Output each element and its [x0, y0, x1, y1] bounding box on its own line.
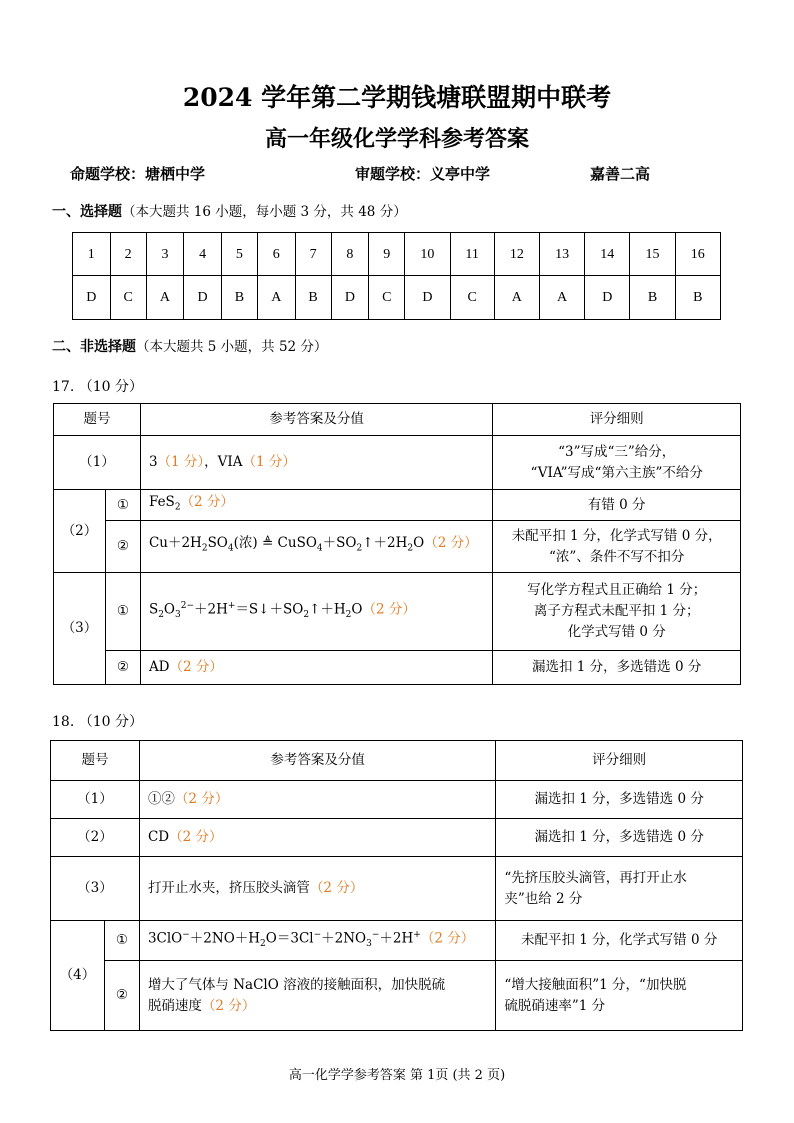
choice-answer-cell: A [539, 276, 584, 320]
q17-header-row [54, 404, 741, 436]
choice-number-cell: 6 [257, 233, 295, 276]
section2-heading [52, 335, 327, 356]
q18-row-1 [51, 781, 743, 819]
choice-number-cell: 12 [494, 233, 539, 276]
section1-heading [52, 200, 407, 221]
choice-answer-row [73, 276, 721, 320]
section2-note: （本大题共 5 小题，共 52 分） [136, 339, 328, 355]
reviewer-school: 审题学校：义亭中学 [355, 165, 491, 183]
choice-number-cell: 2 [110, 233, 146, 276]
q18-r1-answer: ①②（2 分） [139, 781, 495, 819]
choice-number-cell: 8 [331, 233, 369, 276]
q18-col-q: 题号 [51, 741, 140, 781]
choice-answer-cell: B [675, 276, 720, 320]
q18-r1-label: （1） [51, 781, 140, 819]
q17-r3-1-rule: 写化学方程式且正确给 1 分； 离子方程式未配平扣 1 分； 化学式写错 0 分 [493, 573, 741, 651]
q17-col-q: 题号 [54, 404, 141, 436]
q18-header-row [51, 741, 743, 781]
q18-heading: 18. （10 分） [52, 714, 143, 730]
choice-answer-cell: A [146, 276, 184, 320]
choice-number-cell: 11 [450, 233, 494, 276]
q17-r2-2-index: ② [105, 521, 140, 573]
choice-answer-cell: B [630, 276, 675, 320]
q18-row-4-2 [51, 961, 743, 1031]
q18-r3-rule: “先挤压胶头滴管，再打开止水 夹”也给 2 分 [496, 857, 743, 921]
q18-col-answer: 参考答案及分值 [139, 741, 495, 781]
q17-col-rule: 评分细则 [493, 404, 741, 436]
q18-r1-rule: 漏选扣 1 分，多选错选 0 分 [496, 781, 743, 819]
section1-title: 一、选择题 [52, 204, 122, 220]
q17-r2-2-rule: 未配平扣 1 分，化学式写错 0 分， “浓”、条件不写不扣分 [493, 521, 741, 573]
choice-answer-table [72, 232, 721, 320]
section2-title: 二、非选择题 [52, 339, 136, 355]
choice-answer-cell: D [184, 276, 222, 320]
q17-r2-1-answer: FeS$_2$（2 分） [140, 490, 492, 521]
q18-r3-answer: 打开止水夹，挤压胶头滴管（2 分） [139, 857, 495, 921]
q17-row-3-2 [54, 651, 741, 685]
q17-r3-2-index: ② [105, 651, 140, 685]
q17-row-3-1 [54, 573, 741, 651]
choice-answer-cell: A [257, 276, 295, 320]
q18-r4-1-answer: $3ClO^-+2NO+H_2O=3Cl^-+2NO_3^-+2H^+(2$ 分） [139, 921, 495, 961]
choice-number-cell: 10 [405, 233, 450, 276]
q17-r3-label: （3） [54, 573, 106, 685]
q18-r2-answer: CD（2 分） [139, 819, 495, 857]
page-title: 2024 学年第二学期钱塘联盟期中联考 [182, 83, 612, 112]
q18-r4-2-rule: “增大接触面积”1 分，“加快脱 硫脱硝速率”1 分 [496, 961, 743, 1031]
q17-table [53, 403, 741, 685]
q17-r2-1-index: ① [105, 490, 140, 521]
proposer-school: 命题学校：塘栖中学 [70, 165, 206, 183]
q18-r4-1-rule: 未配平扣 1 分，化学式写错 0 分 [496, 921, 743, 961]
q18-r2-rule: 漏选扣 1 分，多选错选 0 分 [496, 819, 743, 857]
q17-row-2-1 [54, 490, 741, 521]
q18-r4-1-index: ① [104, 921, 139, 961]
choice-answer-cell: D [331, 276, 369, 320]
q18-r4-2-answer: 增大了气体与 NaClO 溶液的接触面积，加快脱硫 脱硝速度（2 分） [139, 961, 495, 1031]
q18-col-rule: 评分细则 [496, 741, 743, 781]
q17-r3-1-index: ① [105, 573, 140, 651]
q17-row-2-2 [54, 521, 741, 573]
q17-r3-1-answer: $S_2O_3^{2-}+2H^+=S↓+SO_2↑+H_2O(2$ 分） [140, 573, 492, 651]
choice-number-cell: 5 [221, 233, 257, 276]
q17-row-1 [54, 436, 741, 490]
choice-number-cell: 15 [630, 233, 675, 276]
choice-number-cell: 4 [184, 233, 222, 276]
choice-answer-cell: C [110, 276, 146, 320]
choice-number-cell: 16 [675, 233, 720, 276]
q17-r2-1-rule: 有错 0 分 [493, 490, 741, 521]
q18-row-2 [51, 819, 743, 857]
q17-r1-answer: 3（1 分），VIA（1 分） [140, 436, 492, 490]
q17-r2-label: （2） [54, 490, 106, 573]
q17-heading: 17. （10 分） [52, 379, 143, 395]
choice-answer-cell: B [295, 276, 331, 320]
choice-number-cell: 7 [295, 233, 331, 276]
page-subtitle: 高一年级化学学科参考答案 [264, 126, 529, 152]
choice-answer-cell: C [369, 276, 405, 320]
section1-note: （本大题共 16 小题，每小题 3 分，共 48 分） [122, 204, 407, 220]
q17-r1-rule: “3”写成“三”给分， “VIA”写成“第六主族”不给分 [493, 436, 741, 490]
q18-r3-label: （3） [51, 857, 140, 921]
q17-r3-2-answer: AD（2 分） [140, 651, 492, 685]
page-footer: 高一化学学参考答案 第 1页 (共 2 页) [288, 1068, 506, 1083]
q17-col-answer: 参考答案及分值 [140, 404, 492, 436]
q18-r4-label: （4） [51, 921, 105, 1031]
q18-table [50, 740, 743, 1031]
reviewer-school-2: 嘉善二高 [590, 165, 651, 183]
choice-answer-cell: D [585, 276, 630, 320]
q17-r1-label: （1） [54, 436, 141, 490]
choice-number-cell: 13 [539, 233, 584, 276]
choice-number-row [73, 233, 721, 276]
choice-answer-cell: D [73, 276, 111, 320]
q18-row-3 [51, 857, 743, 921]
choice-number-cell: 14 [585, 233, 630, 276]
q18-r4-2-index: ② [104, 961, 139, 1031]
q18-row-4-1 [51, 921, 743, 961]
choice-number-cell: 3 [146, 233, 184, 276]
q18-r2-label: （2） [51, 819, 140, 857]
choice-answer-cell: B [221, 276, 257, 320]
heat-delta-icon: ≜ [261, 535, 274, 552]
q17-r3-2-rule: 漏选扣 1 分，多选错选 0 分 [493, 651, 741, 685]
q17-r2-2-answer: $Cu+2H_2SO_4$(浓) ≜ $CuSO_4+SO_2↑+2H_2O(2$ 分） [140, 521, 492, 573]
choice-answer-cell: C [450, 276, 494, 320]
choice-number-cell: 9 [369, 233, 405, 276]
choice-answer-cell: A [494, 276, 539, 320]
choice-answer-cell: D [405, 276, 450, 320]
choice-number-cell: 1 [73, 233, 111, 276]
